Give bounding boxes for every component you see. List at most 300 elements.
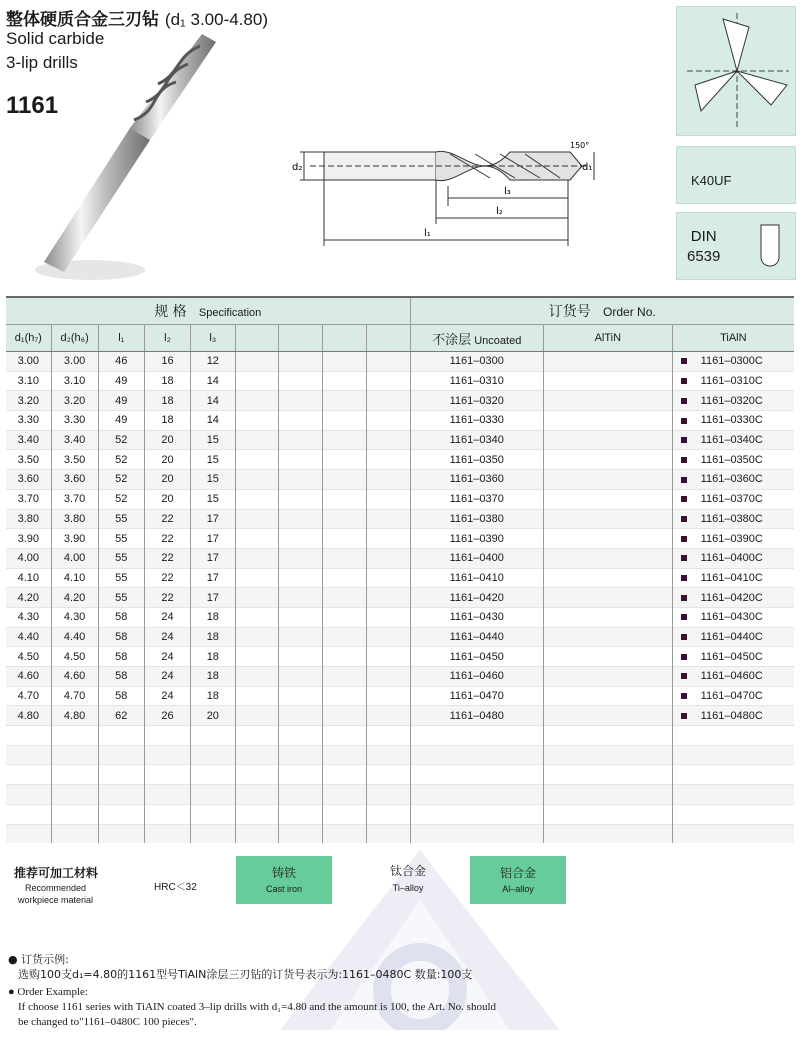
cell-l2: 22 [144,588,190,608]
table-row [6,352,794,372]
table-row [6,686,794,706]
cell-l1: 58 [98,686,144,706]
cell-altin [544,726,673,746]
cell-tialn [672,391,794,411]
col-empty-1 [235,325,279,352]
cross-section-box [676,6,796,136]
cell-empty [366,568,410,588]
tialn-code: 1161–0400C [700,552,763,565]
cell-empty [279,785,323,805]
tialn-marker-icon [681,555,687,561]
cell-uncoated: 1161–0440 [410,627,544,647]
cell-uncoated: 1161–0340 [410,430,544,450]
cell-empty [366,391,410,411]
cell-empty [235,411,279,431]
cell-empty [323,371,367,391]
tialn-code: 1161–0370C [700,493,763,506]
cell-uncoated: 1161–0400 [410,548,544,568]
cell-empty [366,430,410,450]
title-chinese: 整体硬质合金三刃钻 (d₁ 3.00-4.80) [6,10,268,30]
cell-altin [544,706,673,726]
cell-d1: 3.20 [6,391,51,411]
title-english-line2: 3-lip drills [6,53,78,72]
cell-altin [544,529,673,549]
cell-tialn [672,824,794,843]
col-empty-2 [279,325,323,352]
cell-l3: 14 [191,411,235,431]
cell-d2: 3.10 [51,371,98,391]
cell-empty [279,371,323,391]
cell-l2 [144,765,190,785]
cell-empty [323,647,367,667]
cell-altin [544,745,673,765]
cell-empty [279,588,323,608]
table-row [6,568,794,588]
cell-uncoated: 1161–0320 [410,391,544,411]
cell-d2: 3.60 [51,470,98,490]
cell-l1: 58 [98,607,144,627]
cell-empty [235,450,279,470]
cell-d1: 4.30 [6,607,51,627]
cell-l2 [144,824,190,843]
cell-empty [323,765,367,785]
cell-l1: 58 [98,647,144,667]
cell-l1: 55 [98,529,144,549]
cell-empty [323,391,367,411]
cell-empty [323,588,367,608]
cell-l2: 18 [144,371,190,391]
cell-empty [323,785,367,805]
cell-empty [323,489,367,509]
cell-d1: 3.10 [6,371,51,391]
cell-l2: 20 [144,450,190,470]
example-text-cn: 选购100支d₁=4.80的1161型号TiAlN涂层三刃钻的订货号表示为:1161–0480C 数量:100支 [18,968,473,981]
cell-tialn [672,352,794,372]
col-empty-4 [366,325,410,352]
tialn-marker-icon [681,378,687,384]
cell-empty [323,548,367,568]
cell-empty [279,548,323,568]
cell-d2 [51,765,98,785]
table-row [6,411,794,431]
cell-tialn [672,785,794,805]
cell-empty [366,607,410,627]
cell-d2 [51,726,98,746]
cell-empty [235,765,279,785]
cell-d1: 3.30 [6,411,51,431]
table-row [6,627,794,647]
cell-l3: 17 [191,529,235,549]
cell-empty [279,765,323,785]
cell-uncoated [410,785,544,805]
cell-d1: 3.80 [6,509,51,529]
cell-l1 [98,824,144,843]
cell-l3: 15 [191,489,235,509]
tialn-code: 1161–0470C [700,690,763,703]
table-row [6,509,794,529]
cell-empty [279,647,323,667]
cell-d1: 3.50 [6,450,51,470]
cell-d1: 4.80 [6,706,51,726]
col-altin: AlTiN [544,325,673,352]
cell-d2 [51,745,98,765]
cell-empty [366,450,410,470]
col-l1: l₁ [98,325,144,352]
cell-l1: 58 [98,627,144,647]
cell-empty [235,607,279,627]
technical-drawing [290,136,600,250]
cell-l2: 20 [144,489,190,509]
cell-l2: 24 [144,607,190,627]
table-row [6,529,794,549]
cell-tialn [672,667,794,687]
tialn-code: 1161–0350C [700,453,763,466]
grade-box [676,146,796,204]
shank-end-icon [757,223,783,269]
cell-l1 [98,745,144,765]
material-ti-alloy: 钛合金 Ti–alloy [390,864,427,893]
cell-empty [279,509,323,529]
cell-empty [235,686,279,706]
cell-l1: 49 [98,371,144,391]
cell-l3: 14 [191,371,235,391]
cell-altin [544,411,673,431]
col-l3: l₃ [191,325,235,352]
cell-d2: 4.60 [51,667,98,687]
cell-d1: 3.70 [6,489,51,509]
cell-l3: 17 [191,548,235,568]
cell-l1: 55 [98,509,144,529]
cell-tialn [672,470,794,490]
tialn-marker-icon [681,595,687,601]
tialn-marker-icon [681,654,687,660]
cell-tialn [672,765,794,785]
cell-d2 [51,824,98,843]
tialn-marker-icon [681,418,687,424]
cell-empty [366,647,410,667]
tialn-marker-icon [681,536,687,542]
table-row [6,765,794,785]
cell-empty [235,430,279,450]
cell-empty [323,745,367,765]
cell-empty [235,568,279,588]
cell-empty [366,352,410,372]
cell-empty [235,804,279,824]
cell-l2: 22 [144,548,190,568]
table-row [6,785,794,805]
cell-empty [235,489,279,509]
cell-empty [279,568,323,588]
cell-l3: 18 [191,686,235,706]
cell-l2: 24 [144,686,190,706]
cell-l2 [144,804,190,824]
cell-empty [366,824,410,843]
cell-l1: 52 [98,450,144,470]
col-tialn: TiAlN [672,325,794,352]
hardness-limit: HRC＜32 [154,882,197,893]
cell-empty [279,667,323,687]
cell-altin [544,430,673,450]
table-row [6,371,794,391]
cell-l3: 17 [191,588,235,608]
cell-d1 [6,726,51,746]
cell-tialn [672,509,794,529]
cell-d2: 4.00 [51,548,98,568]
cell-empty [279,352,323,372]
tialn-code: 1161–0420C [700,591,763,604]
cell-l3 [191,785,235,805]
tialn-marker-icon [681,477,687,483]
tialn-marker-icon [681,713,687,719]
cell-empty [323,509,367,529]
example-title-en: ● Order Example: [8,986,88,998]
table-row [6,667,794,687]
tialn-code: 1161–0320C [700,394,763,407]
cell-l2: 24 [144,627,190,647]
tialn-code: 1161–0430C [700,611,763,624]
cell-uncoated: 1161–0330 [410,411,544,431]
tialn-marker-icon [681,673,687,679]
cell-empty [366,667,410,687]
cell-l1: 55 [98,588,144,608]
cell-uncoated: 1161–0300 [410,352,544,372]
label-d1: d₁ [582,162,593,173]
tialn-code: 1161–0300C [700,355,763,368]
din-box [676,212,796,280]
cell-empty [366,548,410,568]
cell-tialn [672,647,794,667]
cell-d1 [6,804,51,824]
cell-empty [235,509,279,529]
cell-uncoated: 1161–0350 [410,450,544,470]
cell-empty [235,647,279,667]
cell-d1: 4.50 [6,647,51,667]
cell-uncoated [410,745,544,765]
cell-uncoated: 1161–0430 [410,607,544,627]
cell-d2: 4.10 [51,568,98,588]
cell-d2: 4.70 [51,686,98,706]
cell-empty [279,745,323,765]
table-row [6,726,794,746]
cell-uncoated: 1161–0310 [410,371,544,391]
cell-uncoated [410,804,544,824]
cell-l2: 24 [144,667,190,687]
cell-l3: 15 [191,430,235,450]
cell-empty [235,588,279,608]
cell-empty [235,706,279,726]
cell-altin [544,627,673,647]
cell-empty [235,548,279,568]
cell-d2 [51,804,98,824]
cell-l2: 22 [144,529,190,549]
table-row [6,588,794,608]
tialn-marker-icon [681,693,687,699]
order-example [8,952,788,1030]
cell-empty [366,588,410,608]
cell-altin [544,371,673,391]
cell-altin [544,824,673,843]
cell-empty [366,411,410,431]
cell-l2: 20 [144,430,190,450]
cell-empty [323,430,367,450]
cell-altin [544,804,673,824]
title-english-line1: Solid carbide [6,29,105,48]
cell-tialn [672,706,794,726]
cell-l3 [191,765,235,785]
cell-d1: 4.40 [6,627,51,647]
cell-empty [323,607,367,627]
din-standard: DIN 6539 [687,228,721,265]
tialn-marker-icon [681,516,687,522]
cell-l3 [191,824,235,843]
cell-tialn [672,627,794,647]
cell-l3: 18 [191,607,235,627]
cell-empty [366,509,410,529]
cell-tialn [672,411,794,431]
col-l2: l₂ [144,325,190,352]
cell-uncoated [410,726,544,746]
cell-d2: 4.50 [51,647,98,667]
cell-l1: 49 [98,391,144,411]
tialn-code: 1161–0310C [700,375,763,388]
table-row [6,548,794,568]
cell-l2: 22 [144,509,190,529]
cell-empty [235,785,279,805]
cell-empty [323,627,367,647]
cell-tialn [672,371,794,391]
cell-d1: 3.90 [6,529,51,549]
cell-empty [235,470,279,490]
table-body [6,352,794,844]
cell-l2: 22 [144,568,190,588]
tialn-marker-icon [681,398,687,404]
spec-header: 规 格 Specification [6,297,410,325]
tialn-code: 1161–0410C [700,571,763,584]
cell-tialn [672,450,794,470]
cell-empty [235,352,279,372]
cell-empty [279,430,323,450]
cell-d1: 4.60 [6,667,51,687]
cell-altin [544,391,673,411]
cell-l3: 18 [191,647,235,667]
cell-l3: 18 [191,627,235,647]
cell-uncoated: 1161–0380 [410,509,544,529]
cell-empty [279,529,323,549]
cell-tialn [672,726,794,746]
cell-empty [366,470,410,490]
cell-empty [235,667,279,687]
cell-l3: 15 [191,450,235,470]
cell-l1 [98,804,144,824]
cell-l1 [98,765,144,785]
cell-empty [366,804,410,824]
cell-d1: 3.00 [6,352,51,372]
cell-empty [279,470,323,490]
cell-l1: 62 [98,706,144,726]
table-row [6,745,794,765]
cell-l2: 24 [144,647,190,667]
cell-empty [323,726,367,746]
table-header-columns [6,325,794,352]
cell-d1: 4.20 [6,588,51,608]
cell-d1: 3.40 [6,430,51,450]
series-number: 1161 [6,92,59,119]
tialn-code: 1161–0440C [700,630,763,643]
cell-empty [279,607,323,627]
table-row [6,391,794,411]
cell-d2: 3.30 [51,411,98,431]
cell-empty [279,450,323,470]
cell-d1 [6,824,51,843]
cell-l3: 12 [191,352,235,372]
tialn-code: 1161–0340C [700,434,763,447]
cell-altin [544,450,673,470]
cell-empty [235,529,279,549]
cell-l2: 26 [144,706,190,726]
material-al-alloy: 铝合金 Al–alloy [470,856,566,904]
cell-l2: 18 [144,391,190,411]
cell-l2 [144,726,190,746]
example-text-en-2: be changed to"1161–0480C 100 pieces". [18,1016,197,1028]
cell-empty [323,804,367,824]
tialn-marker-icon [681,634,687,640]
cell-empty [279,627,323,647]
example-title-cn: ● 订货示例: [8,953,69,966]
cell-l2 [144,745,190,765]
cell-empty [235,627,279,647]
tialn-code: 1161–0380C [700,512,763,525]
cell-tialn [672,607,794,627]
cell-uncoated [410,765,544,785]
label-angle: 150° [570,141,590,150]
cell-empty [323,352,367,372]
tialn-code: 1161–0360C [700,473,763,486]
col-empty-3 [323,325,367,352]
table-row [6,430,794,450]
drill-photo [30,30,230,290]
cell-d1: 4.70 [6,686,51,706]
cell-empty [323,686,367,706]
cell-empty [279,726,323,746]
cell-empty [323,529,367,549]
cell-d1: 4.00 [6,548,51,568]
cell-d2: 4.80 [51,706,98,726]
cell-l2: 16 [144,352,190,372]
table-row [6,824,794,843]
cell-altin [544,647,673,667]
grade-label: K40UF [691,173,732,188]
cell-l3: 20 [191,706,235,726]
cell-uncoated: 1161–0480 [410,706,544,726]
table-row [6,647,794,667]
cell-empty [323,824,367,843]
cell-d2: 3.50 [51,450,98,470]
cell-d2: 3.80 [51,509,98,529]
cell-l1 [98,726,144,746]
cell-d1 [6,745,51,765]
cell-l2 [144,785,190,805]
col-uncoated: 不涂层 Uncoated [410,325,544,352]
cell-altin [544,509,673,529]
tialn-marker-icon [681,437,687,443]
cell-altin [544,785,673,805]
cell-l2: 18 [144,411,190,431]
cell-d1 [6,765,51,785]
cell-empty [235,371,279,391]
cell-uncoated: 1161–0450 [410,647,544,667]
table-row [6,470,794,490]
cell-d2: 3.20 [51,391,98,411]
